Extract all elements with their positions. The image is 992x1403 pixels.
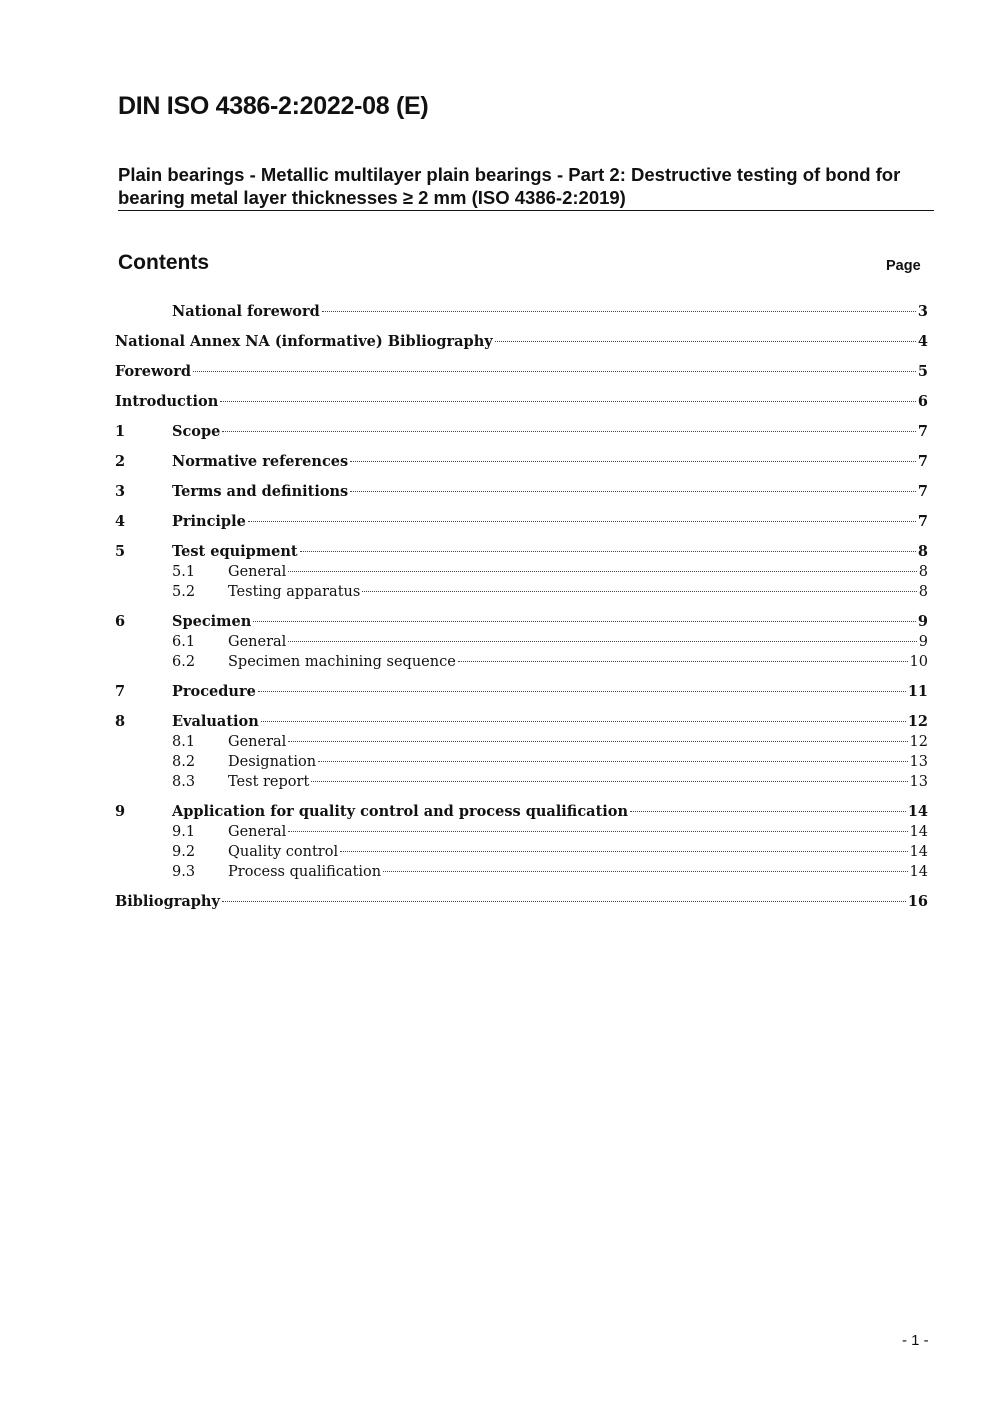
toc-leader-dots	[322, 311, 916, 312]
toc-subentry-general[interactable]	[115, 632, 928, 652]
toc-entry-number: 5	[115, 543, 126, 560]
page-column-label: Page	[886, 258, 921, 274]
toc-entry-number: 2	[115, 453, 126, 470]
toc-entry-number: 9.3	[172, 864, 196, 880]
toc-entry-number: 7	[115, 683, 126, 700]
toc-entry-page: 9	[918, 634, 928, 650]
toc-leader-dots	[300, 551, 916, 552]
toc-entry-terms-and-definitions[interactable]	[115, 482, 928, 502]
toc-subentry-process-qualification[interactable]	[115, 862, 928, 882]
toc-entry-number: 8	[115, 713, 126, 730]
toc-entry-title: Test report	[228, 774, 310, 790]
toc-entry-page: 4	[917, 333, 928, 350]
toc-leader-dots	[458, 661, 908, 662]
toc-entry-page: 7	[917, 453, 928, 470]
toc-entry-foreword[interactable]	[115, 362, 928, 382]
toc-subentry-testing-apparatus[interactable]	[115, 582, 928, 602]
toc-entry-number: 9	[115, 803, 126, 820]
toc-entry-number: 8.1	[172, 734, 196, 750]
toc-entry-title: General	[228, 564, 287, 580]
document-id: DIN ISO 4386-2:2022-08 (E)	[118, 92, 429, 120]
toc-leader-dots	[362, 591, 916, 592]
toc-entry-page: 7	[917, 423, 928, 440]
toc-entry-page: 8	[917, 543, 928, 560]
toc-entry-title: Specimen	[172, 613, 252, 630]
toc-leader-dots	[288, 741, 907, 742]
document-title: Plain bearings - Metallic multilayer plain bearings - Part 2: Destructive testing of bond for bearing metal layer thicknesses ≥ 2 mm (ISO 4386-2:2019)	[118, 163, 934, 211]
toc-entry-title: Quality control	[228, 844, 339, 860]
toc-entry-page: 7	[917, 483, 928, 500]
toc-entry-principle[interactable]	[115, 512, 928, 532]
toc-leader-dots	[193, 371, 916, 372]
toc-entry-title: Designation	[228, 754, 317, 770]
toc-leader-dots	[222, 901, 906, 902]
toc-entry-title: Testing apparatus	[228, 584, 361, 600]
page-number: - 1 -	[902, 1332, 929, 1349]
toc-leader-dots	[350, 461, 916, 462]
toc-entry-number: 6.1	[172, 634, 196, 650]
toc-leader-dots	[495, 341, 916, 342]
toc-leader-dots	[311, 781, 907, 782]
toc-entry-number: 5.2	[172, 584, 196, 600]
toc-entry-specimen[interactable]	[115, 612, 928, 632]
toc-entry-title: Application for quality control and process qualification	[172, 803, 628, 820]
toc-entry-title: Evaluation	[172, 713, 259, 730]
toc-entry-number: 5.1	[172, 564, 196, 580]
toc-entry-page: 7	[917, 513, 928, 530]
toc-subentry-general[interactable]	[115, 732, 928, 752]
toc-leader-dots	[340, 851, 907, 852]
toc-entry-page: 13	[909, 754, 928, 770]
toc-entry-title: Bibliography	[115, 893, 220, 910]
toc-leader-dots	[248, 521, 916, 522]
toc-leader-dots	[222, 431, 916, 432]
toc-entry-title: Principle	[172, 513, 246, 530]
toc-leader-dots	[253, 621, 916, 622]
toc-entry-number: 4	[115, 513, 126, 530]
toc-entry-title: Terms and definitions	[172, 483, 349, 500]
toc-subentry-quality-control[interactable]	[115, 842, 928, 862]
toc-entry-title: Scope	[172, 423, 221, 440]
toc-entry-page: 14	[909, 844, 928, 860]
toc-entry-national-annex[interactable]	[115, 332, 928, 352]
toc-entry-page: 9	[917, 613, 928, 630]
toc-entry-number: 9.1	[172, 824, 196, 840]
toc-leader-dots	[383, 871, 907, 872]
toc-entry-page: 10	[909, 654, 928, 670]
toc-entry-title: National Annex NA (informative) Bibliography	[115, 333, 493, 350]
toc-entry-page: 12	[909, 734, 928, 750]
toc-entry-procedure[interactable]	[115, 682, 928, 702]
toc-entry-number: 8.2	[172, 754, 196, 770]
toc-entry-title: Process qualification	[228, 864, 382, 880]
toc-entry-scope[interactable]	[115, 422, 928, 442]
toc-entry-normative-references[interactable]	[115, 452, 928, 472]
toc-entry-title: Introduction	[115, 393, 219, 410]
toc-leader-dots	[288, 571, 916, 572]
toc-subentry-test-report[interactable]	[115, 772, 928, 792]
toc-entry-number: 8.3	[172, 774, 196, 790]
toc-entry-test-equipment[interactable]	[115, 542, 928, 562]
toc-leader-dots	[258, 691, 906, 692]
toc-entry-evaluation[interactable]	[115, 712, 928, 732]
toc-entry-page: 14	[909, 864, 928, 880]
toc-entry-title: General	[228, 634, 287, 650]
toc-entry-page: 8	[918, 584, 928, 600]
toc-entry-title: Specimen machining sequence	[228, 654, 456, 670]
toc-leader-dots	[261, 721, 906, 722]
toc-leader-dots	[288, 641, 916, 642]
toc-subentry-specimen-machining-sequence[interactable]	[115, 652, 928, 672]
toc-leader-dots	[288, 831, 907, 832]
toc-leader-dots	[318, 761, 907, 762]
toc-entry-title: National foreword	[172, 303, 320, 320]
toc-subentry-designation[interactable]	[115, 752, 928, 772]
toc-subentry-general[interactable]	[115, 822, 928, 842]
table-of-contents	[115, 302, 928, 912]
toc-entry-title: Procedure	[172, 683, 256, 700]
toc-entry-national-foreword[interactable]	[115, 302, 928, 322]
toc-leader-dots	[630, 811, 906, 812]
toc-entry-title: General	[228, 734, 287, 750]
toc-entry-number: 9.2	[172, 844, 196, 860]
toc-entry-page: 13	[909, 774, 928, 790]
toc-entry-page: 8	[918, 564, 928, 580]
toc-entry-number: 6.2	[172, 654, 196, 670]
toc-entry-number: 6	[115, 613, 126, 630]
toc-entry-title: Normative references	[172, 453, 349, 470]
toc-entry-application[interactable]	[115, 802, 928, 822]
toc-entry-title: Foreword	[115, 363, 191, 380]
contents-heading: Contents	[118, 251, 209, 274]
toc-entry-page: 5	[917, 363, 928, 380]
toc-entry-page: 12	[907, 713, 928, 730]
toc-entry-bibliography[interactable]	[115, 892, 928, 912]
toc-entry-page: 14	[909, 824, 928, 840]
toc-entry-title: General	[228, 824, 287, 840]
toc-entry-number: 3	[115, 483, 126, 500]
toc-entry-page: 16	[907, 893, 928, 910]
toc-leader-dots	[350, 491, 916, 492]
toc-subentry-general[interactable]	[115, 562, 928, 582]
toc-entry-page: 14	[907, 803, 928, 820]
toc-entry-page: 6	[917, 393, 928, 410]
toc-leader-dots	[220, 401, 916, 402]
toc-entry-page: 3	[917, 303, 928, 320]
toc-entry-title: Test equipment	[172, 543, 298, 560]
toc-entry-introduction[interactable]	[115, 392, 928, 412]
toc-entry-number: 1	[115, 423, 126, 440]
toc-entry-page: 11	[907, 683, 928, 700]
